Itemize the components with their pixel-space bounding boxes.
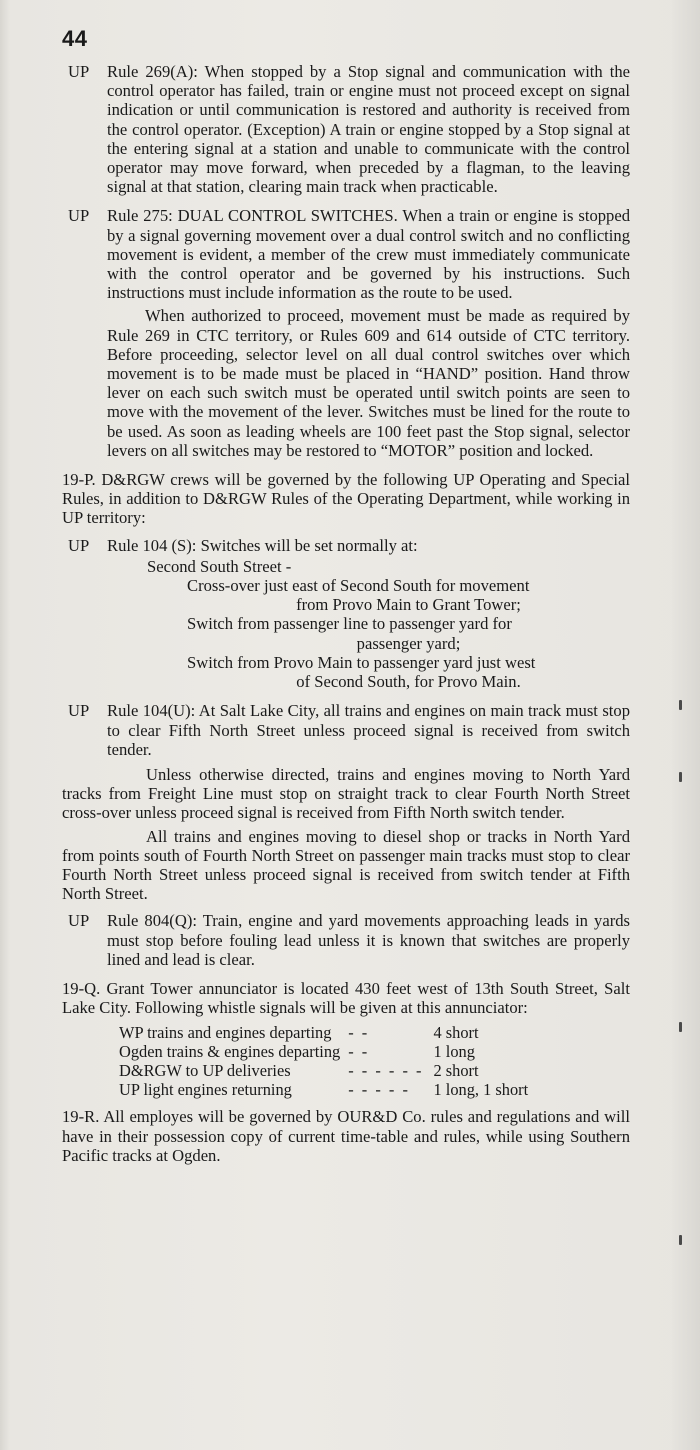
- location-line: Cross-over just east of Second South for movement: [187, 576, 530, 596]
- rule-text: Rule 104 (S): Switches will be set normally at:: [107, 535, 418, 555]
- section-text: 19-P. D&RGW crews will be governed by the following UP Operating and Special Rules, in addition to D&RGW Rules of the Operating Department, while working in UP territory:: [62, 470, 630, 528]
- binding-mark: [679, 1022, 682, 1032]
- whistle-signal-table: [119, 1023, 528, 1099]
- rule-104u-continued: [62, 765, 630, 903]
- location-line: from Provo Main to Grant Tower;: [296, 595, 521, 615]
- signal-value: 1 long: [433, 1042, 475, 1062]
- location-item: [107, 576, 630, 614]
- binding-mark: [679, 1235, 682, 1245]
- rule-104u: [62, 701, 630, 759]
- rule-paragraph: Unless otherwise directed, trains and engines moving to North Yard tracks from Freight Line must stop on straight track to clear Fourth North Street cross-over unless proceed signal is received from Fifth North switch tender.: [62, 764, 630, 823]
- location-line: of Second South, for Provo Main.: [296, 672, 521, 692]
- signal-label: UP light engines returning: [119, 1080, 292, 1100]
- signal-label: D&RGW to UP deliveries: [119, 1061, 291, 1081]
- section-19q: [62, 979, 630, 1099]
- location-line: Switch from Provo Main to passenger yard just west: [187, 652, 536, 672]
- rule-paragraph: Rule 104(U): At Salt Lake City, all trains and engines on main track must stop to clear Fifth North Street unless proceed signal is received from switch tender.: [107, 701, 630, 759]
- signal-value: 1 long, 1 short: [433, 1080, 529, 1100]
- rule-tag: UP: [68, 206, 90, 226]
- signal-value: 2 short: [433, 1061, 479, 1081]
- signal-value: 4 short: [433, 1023, 479, 1043]
- table-row: [119, 1023, 528, 1042]
- page-content: [62, 62, 630, 1173]
- location-line: Switch from passenger line to passenger yard for: [187, 614, 512, 634]
- signal-leader: - - - - -: [348, 1080, 410, 1100]
- rule-paragraph: When authorized to proceed, movement must be made as required by Rule 269 in CTC territory, or Rules 609 and 614 outside of CTC territory. Before proceeding, selector level on all dual control switches over which movement is to be made must be placed in “HAND” position. Hand throw lever on each such switch must be operated until switch points are seen to move with the movement of the lever. Switches must be lined for the route to be used. As soon as leading wheels are 100 feet past the Stop signal, selector levers on all switches may be restored to “MOTOR” position and locked.: [107, 306, 630, 460]
- table-row: [119, 1061, 528, 1080]
- location-heading: Second South Street -: [147, 556, 292, 576]
- signal-label: WP trains and engines departing: [119, 1023, 332, 1043]
- table-row: [119, 1080, 528, 1099]
- section-text: 19-Q. Grant Tower annunciator is located 430 feet west of 13th South Street, Salt Lake City. Following whistle signals will be given at this annunciator:: [62, 978, 630, 1018]
- rule-804q: [62, 911, 630, 969]
- rule-275: [62, 206, 630, 460]
- table-row: [119, 1042, 528, 1061]
- rule-text: Rule 269(A): When stopped by a Stop signal and communication with the control operator has failed, train or engine must not proceed except on signal indication or until communication is restored and authority is received from the control operator. (Exception) A train or engine stopped by a Stop signal at the entering signal at a station and unable to communicate with the control operator may move forward, when preceded by a flagman, to the leaving signal at that station, clearing main track when practicable.: [107, 62, 630, 197]
- rule-text: Rule 804(Q): Train, engine and yard movements approaching leads in yards must stop before fouling lead unless it is known that switches are properly lined and lead is clear.: [107, 911, 630, 969]
- location-item: [107, 653, 630, 691]
- location-line: passenger yard;: [356, 633, 461, 653]
- rule-tag: UP: [68, 535, 90, 555]
- rule-269a: [62, 62, 630, 196]
- signal-leader: - -: [348, 1023, 370, 1043]
- binding-mark: [679, 772, 682, 782]
- section-19r: [62, 1107, 630, 1165]
- rule-104s: [62, 536, 630, 692]
- location-item: [107, 614, 630, 652]
- signal-leader: - -: [348, 1042, 370, 1062]
- section-text: 19-R. All employes will be governed by OUR&D Co. rules and regulations and will have in their possession copy of current time-table and rules, while using Southern Pacific tracks at Ogden.: [62, 1107, 630, 1165]
- signal-leader: - - - - - -: [348, 1061, 424, 1081]
- location-list: [107, 557, 630, 691]
- section-19p: [62, 470, 630, 528]
- rule-tag: UP: [68, 62, 90, 81]
- rule-tag: UP: [68, 911, 90, 931]
- signal-label: Ogden trains & engines departing: [119, 1042, 341, 1062]
- rule-paragraph: Rule 275: DUAL CONTROL SWITCHES. When a train or engine is stopped by a signal governing movement over a dual control switch and no conflicting movement is evident, a member of the crew must immediately communicate with the control operator and be governed by his instructions. Such instructions must include information as the route to be used.: [107, 206, 630, 303]
- page-number: 44: [62, 26, 88, 51]
- binding-mark: [679, 700, 682, 710]
- page-edge: [672, 0, 700, 1450]
- rule-tag: UP: [68, 701, 90, 721]
- rule-paragraph: All trains and engines moving to diesel shop or tracks in North Yard from points south of Fourth North Street on passenger main tracks must stop to clear Fourth North Street unless proceed signal is received from switch tender at Fifth North Street.: [62, 826, 630, 904]
